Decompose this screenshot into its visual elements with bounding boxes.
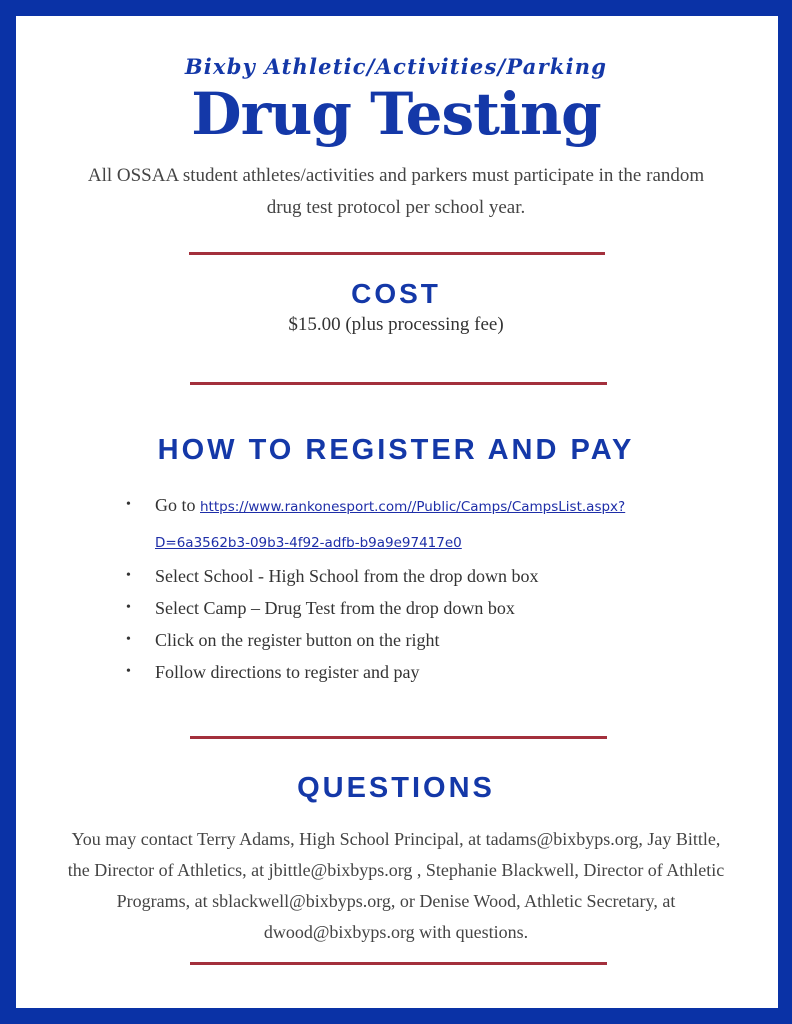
bullet-icon: • <box>126 497 131 512</box>
cost-heading: COST <box>351 278 441 309</box>
step-prefix: Go to <box>155 495 196 515</box>
bullet-icon: • <box>126 568 131 583</box>
registration-link[interactable] <box>155 499 625 551</box>
subtitle: Bixby Athletic/Activities/Parking <box>184 54 608 79</box>
page-title: Drug Testing <box>191 80 601 148</box>
register-steps <box>126 488 726 688</box>
step-text: Select Camp – Drug Test from the drop down box <box>155 598 515 618</box>
list-item <box>126 656 726 688</box>
registration-link-line1[interactable]: https://www.rankonesport.com//Public/Camps/CampsList.aspx? <box>200 499 626 515</box>
divider-1 <box>189 252 605 255</box>
divider-3 <box>190 736 607 739</box>
questions-heading: QUESTIONS <box>297 772 495 804</box>
step-text: Follow directions to register and pay <box>155 662 420 682</box>
list-item <box>126 624 726 656</box>
bullet-icon: • <box>126 664 131 679</box>
step-text: Click on the register button on the right <box>155 630 440 650</box>
list-item <box>126 560 726 592</box>
bullet-icon: • <box>126 632 131 647</box>
divider-2 <box>190 382 607 385</box>
registration-link-line2[interactable]: D=6a3562b3-09b3-4f92-adfb-b9a9e97417e0 <box>155 535 462 551</box>
step-text: Select School - High School from the drop down box <box>155 566 539 586</box>
bullet-icon: • <box>126 600 131 615</box>
cost-value: $15.00 (plus processing fee) <box>288 314 504 335</box>
divider-4 <box>190 962 607 965</box>
intro-text: All OSSAA student athletes/activities and parkers must participate in the random drug test protocol per school year. <box>87 165 705 218</box>
list-item <box>126 488 726 560</box>
register-heading: HOW TO REGISTER AND PAY <box>157 434 635 466</box>
list-item <box>126 592 726 624</box>
questions-text: You may contact Terry Adams, High School Principal, at tadams@bixbyps.org, Jay Bittle, the Director of Athletics, at jbittle@bixbyps.org , Stephanie Blackwell, Director of Athletic Programs, at sblackwell@bixbyps.org, or Denise Wood, Athletic Secretary, at dwood@bixbyps.org with questions. <box>67 829 725 942</box>
